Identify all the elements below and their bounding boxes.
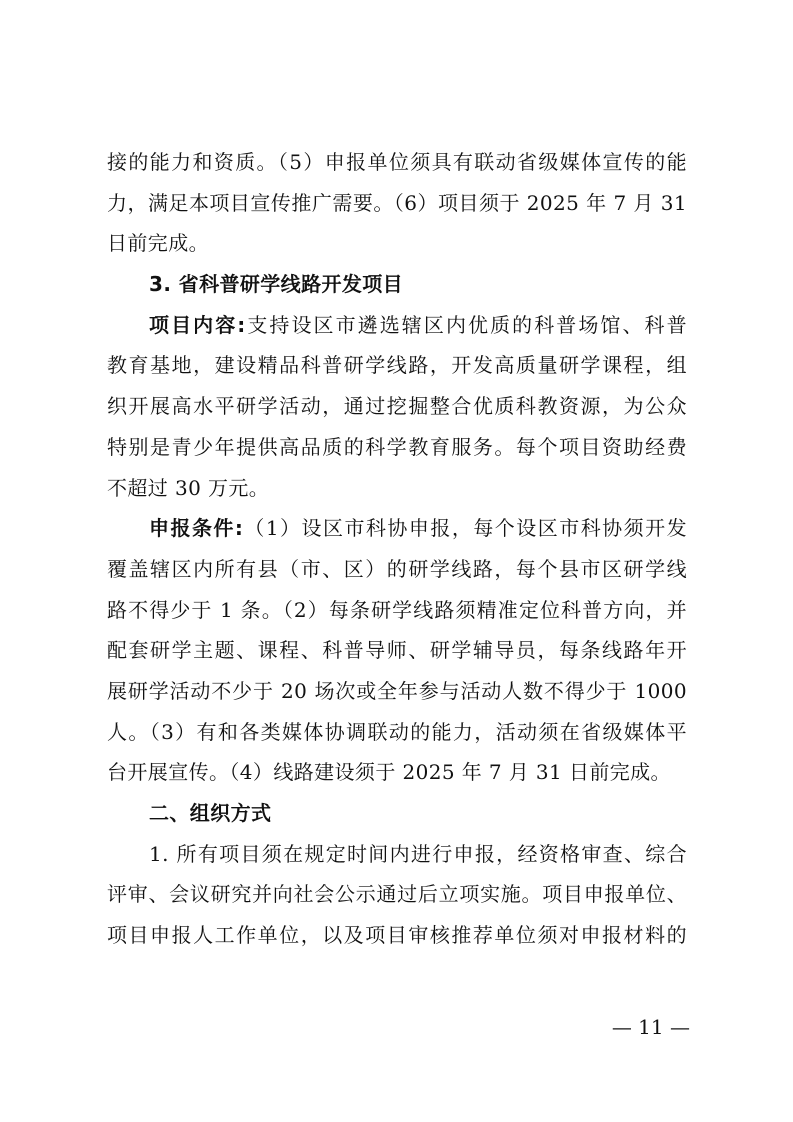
paragraph-label: 项目内容:	[149, 312, 246, 337]
section-heading: 3. 省科普研学线路开发项目	[149, 272, 404, 297]
text-line: 人。（3）有和各类媒体协调联动的能力，活动须在省级媒体平	[107, 719, 687, 744]
paragraph-label: 申报条件:	[149, 516, 244, 541]
text-line: 特别是青少年提供高品质的科学教育服务。每个项目资助经费	[107, 434, 687, 459]
section-heading: 二、组织方式	[149, 801, 272, 825]
text-line: 展研学活动不少于 20 场次或全年参与活动人数不得少于 1000	[107, 678, 687, 703]
text-line: 覆盖辖区内所有县（市、区）的研学线路，每个县市区研学线	[107, 556, 687, 581]
paragraph-first-line: 1. 所有项目须在规定时间内进行申报，经资格审查、综合	[149, 841, 687, 866]
document-page	[107, 142, 687, 956]
paragraph-first-line	[107, 305, 687, 346]
text-line: 台开展宣传。（4）线路建设须于 2025 年 7 月 31 日前完成。	[107, 760, 671, 785]
page-number: — 11 —	[611, 1015, 690, 1039]
text-line: 配套研学主题、课程、科普导师、研学辅导员，每条线路年开	[107, 638, 687, 663]
text-line: 教育基地，建设精品科普研学线路，开发高质量研学课程，组	[107, 353, 687, 378]
paragraph-text: 支持设区市遴选辖区内优质的科普场馆、科普	[245, 312, 688, 337]
paragraph-text: （1）设区市科协申报，每个设区市科协须开发	[243, 516, 688, 541]
paragraph-first-line	[107, 508, 687, 549]
text-line: 不超过 30 万元。	[107, 475, 270, 500]
text-line: 织开展高水平研学活动，通过挖掘整合优质科教资源，为公众	[107, 394, 687, 419]
text-line: 项目申报人工作单位，以及项目审核推荐单位须对申报材料的	[107, 923, 687, 948]
text-line: 接的能力和资质。（5）申报单位须具有联动省级媒体宣传的能	[107, 150, 687, 174]
text-line: 日前完成。	[107, 231, 209, 256]
text-line: 评审、会议研究并向社会公示通过后立项实施。项目申报单位、	[107, 882, 687, 907]
text-line: 路不得少于 1 条。（2）每条研学线路须精准定位科普方向，并	[107, 597, 687, 622]
text-line: 力，满足本项目宣传推广需要。（6）项目须于 2025 年 7 月 31	[107, 190, 687, 215]
